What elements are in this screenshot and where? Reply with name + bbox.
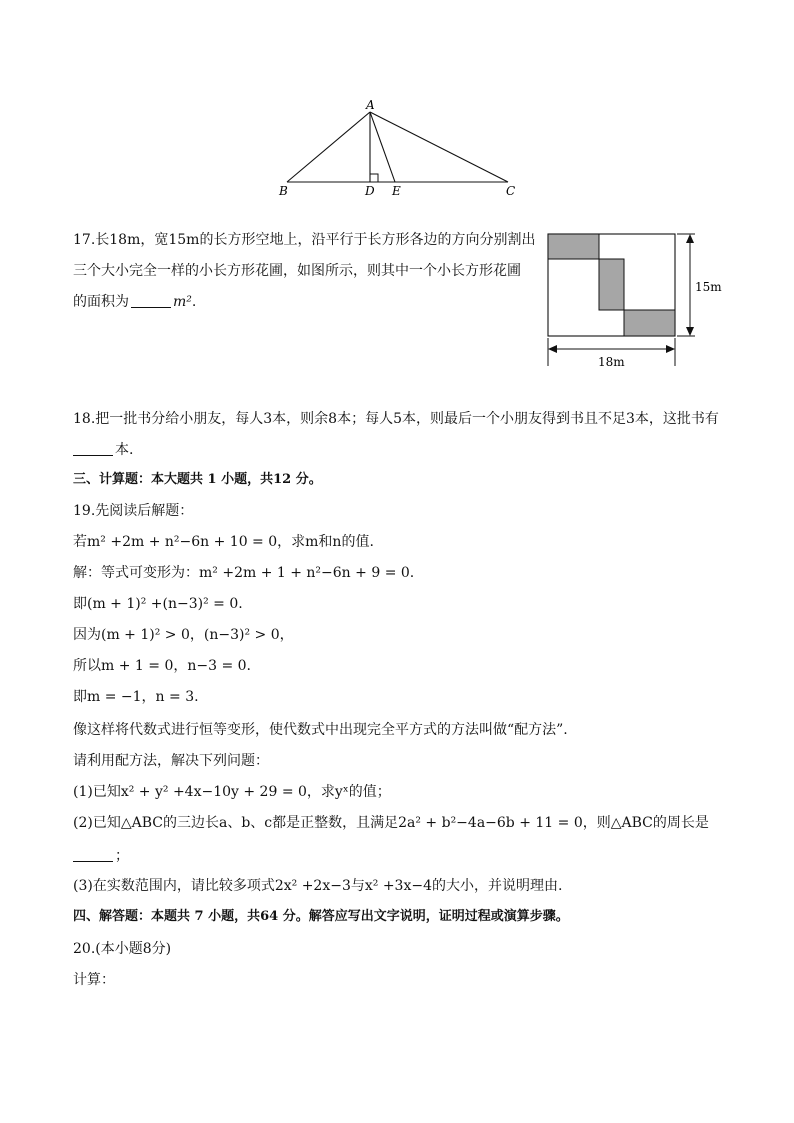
small-rect-3 — [624, 310, 675, 336]
q19-line3: 即(m + 1)² +(n−3)² = 0. — [73, 596, 243, 612]
answer-blank-q18 — [73, 441, 113, 456]
q19-part2-semicolon: ； — [115, 848, 129, 864]
section4-heading: 四、解答题：本题共 7 小题，共64 分。解答应写出文字说明，证明过程或演算步骤。 — [73, 909, 569, 924]
side-ab — [287, 112, 370, 182]
label-d: D — [365, 184, 375, 198]
q19-line6: 即m = −1，n = 3. — [73, 689, 199, 705]
q17-line3 — [73, 292, 196, 312]
q19-intro: 19.先阅读后解题： — [73, 503, 194, 519]
label-c: C — [506, 184, 516, 198]
q20-label: 计算： — [73, 972, 115, 988]
q19-part2-end — [73, 846, 129, 866]
small-rect-1 — [548, 234, 599, 259]
q19-line7: 像这样将代数式进行恒等变形，使代数式中出现完全平方式的方法叫做“配方法”. — [73, 722, 568, 738]
answer-blank-q17 — [131, 293, 171, 308]
q17-line2: 三个大小完全一样的小长方形花圃，如图所示，则其中一个小长方形花圃 — [73, 263, 521, 279]
q18-line2 — [73, 440, 133, 460]
width-label: 18m — [598, 355, 625, 369]
label-a: A — [366, 98, 375, 112]
q17-line3-pre: 的面积为 — [73, 294, 129, 310]
label-e: E — [392, 184, 401, 198]
q19-line2: 解：等式可变形为：m² +2m + 1 + n²−6n + 9 = 0. — [73, 565, 415, 581]
q17-unit: m² — [173, 294, 192, 310]
right-angle-mark — [370, 174, 378, 182]
q19-line8: 请利用配方法，解决下列问题： — [73, 753, 269, 769]
height-label: 15m — [695, 280, 722, 294]
q17-line1: 17.长18m，宽15m的长方形空地上，沿平行于长方形各边的方向分别割出 — [73, 232, 536, 248]
q20-title: 20.(本小题8分) — [73, 941, 172, 957]
q19-line4: 因为(m + 1)² > 0，(n−3)² > 0， — [73, 627, 294, 643]
q19-part1: (1)已知x² + y² +4x−10y + 29 = 0，求yˣ的值； — [73, 784, 391, 800]
q17-line3-post: . — [191, 294, 197, 310]
q19-part2: (2)已知△ABC的三边长a、b、c都是正整数，且满足2a² + b²−4a−6b + 11 = 0，则△ABC的周长是 — [73, 815, 709, 831]
q18-line1: 18.把一批书分给小朋友，每人3本，则余8本；每人5本，则最后一个小朋友得到书且不足3本，这批书有 — [73, 411, 719, 427]
q19-part3: (3)在实数范围内，请比较多项式2x² +2x−3与x² +3x−4的大小，并说明理由. — [73, 878, 563, 894]
q19-line5: 所以m + 1 = 0，n−3 = 0. — [73, 658, 251, 674]
label-b: B — [279, 184, 288, 198]
small-rect-2 — [599, 259, 624, 310]
answer-blank-q19-2 — [73, 847, 113, 862]
q18-line2-post: 本. — [115, 442, 134, 458]
section3-heading: 三、计算题：本大题共 1 小题，共12 分。 — [73, 472, 322, 487]
q19-line1: 若m² +2m + n²−6n + 10 = 0，求m和n的值. — [73, 534, 374, 550]
rectangle-figure — [540, 225, 730, 375]
triangle-figure — [270, 95, 530, 205]
